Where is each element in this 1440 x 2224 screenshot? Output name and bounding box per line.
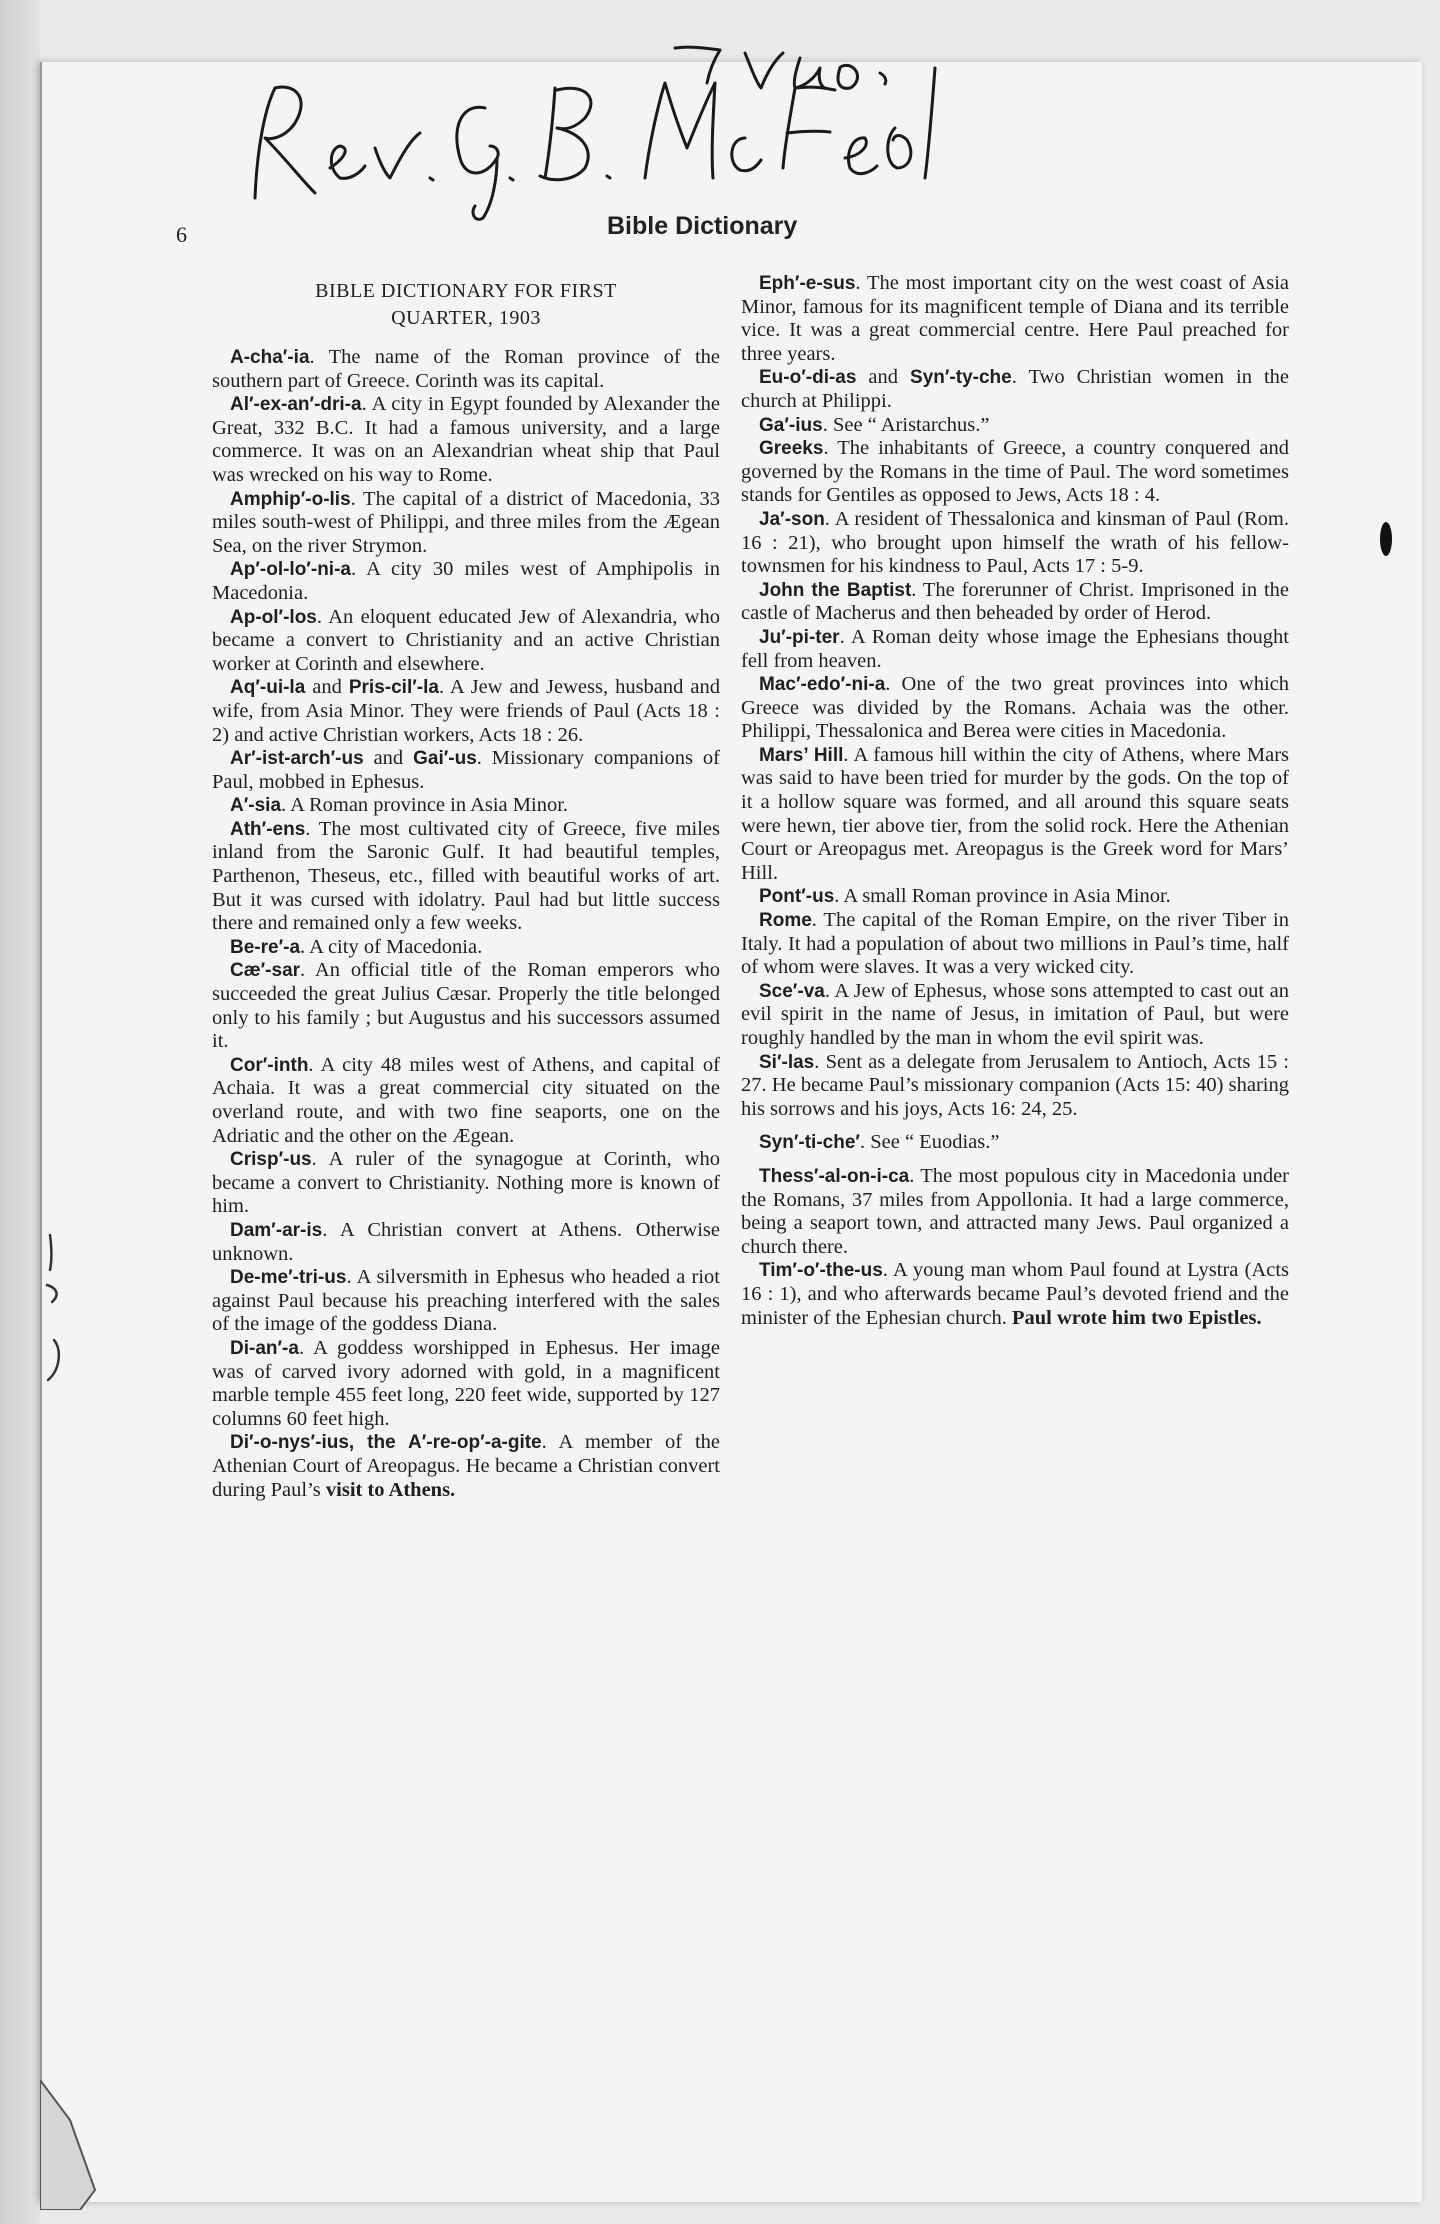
entry-definition: . The most populous city in Macedonia under the Romans, 37 miles from Appollonia. It had a large commerce, being a seaport town, and attracted many Jews. Paul organized a church there. xyxy=(741,1164,1289,1258)
entry-definition: . Missionary companions of Paul, mobbed in Ephesus. xyxy=(212,747,720,793)
entry-headword: Dam′-ar-is xyxy=(230,1219,323,1241)
entry-definition: . A young man whom Paul found at Lystra (Acts 16 : 1), and who afterwards became Paul’s devoted friend and the minister of the Ephesian church. xyxy=(741,1259,1289,1329)
entry-headword: John the Baptist xyxy=(759,579,912,601)
scan-background-edge xyxy=(0,0,40,2224)
entry-headword: Ja′-son xyxy=(759,508,825,530)
running-head: Bible Dictionary xyxy=(607,212,798,240)
dictionary-entry xyxy=(212,747,720,794)
right-column xyxy=(741,272,1289,1330)
entry-definition: . A goddess worshipped in Ephesus. Her image was of carved ivory adorned with gold, in a magnificent marble temple 455 feet long, 220 feet wide, supported by 127 columns 60 feet high. xyxy=(212,1336,720,1430)
entry-definition: . A resident of Thessalonica and kinsman of Paul (Rom. 16 : 21), who brought upon himself the wrath of his fellow-townsmen for his kindness to Paul, Acts 17 : 5-9. xyxy=(741,507,1289,578)
entry-headword: De-me′-tri-us xyxy=(230,1267,347,1289)
ink-blot-mark xyxy=(1380,522,1392,556)
dictionary-entry xyxy=(741,1131,1289,1155)
entry-headword: Ar′-ist-arch′-us xyxy=(230,748,364,770)
entry-headword: Tim′-o′-the-us xyxy=(759,1260,883,1282)
torn-corner xyxy=(40,2080,120,2210)
right-entries xyxy=(741,272,1289,1330)
entry-definition: . Sent as a delegate from Jerusalem to Antioch, Acts 15 : 27. He became Paul’s missionary companion (Acts 15: 40) sharing his sorrows and his joys, Acts 16: 24, 25. xyxy=(741,1050,1289,1120)
entry-definition: . A city in Egypt founded by Alexander the Great, 332 B.C. It had a famous university, and a large commerce. It was on an Alexandrian wheat ship that Paul was wrecked on his way to Rome. xyxy=(212,393,720,486)
entry-headword: Si′-las xyxy=(759,1051,815,1073)
page-number: 6 xyxy=(176,222,187,247)
entry-headword: Mars’ Hill xyxy=(759,744,844,766)
dictionary-entry xyxy=(741,437,1289,508)
entry-conjunction: and xyxy=(856,366,911,389)
margin-pencil-marks xyxy=(42,1230,66,1390)
entry-headword: Thess′-al-on-i-ca xyxy=(759,1165,910,1187)
entry-definition: . A Jew and Jewess, husband and wife, from Asia Minor. They were friends of Paul (Acts 18 : 2) and active Christian workers, Acts 18 : 26. xyxy=(212,676,720,746)
entry-definition: . A Christian convert at Athens. Otherwise unknown. xyxy=(212,1218,720,1265)
entry-definition: . A famous hill within the city of Athens, where Mars was said to have been tried for murder by the gods. On the top of it a hollow square was formed, and all around this square seats were hewn, tier above tier, from the solid rock. Here the Athenian Court or Areopagus met. Areopagus is the Greek word for Mars’ Hill. xyxy=(741,743,1289,884)
dictionary-entry xyxy=(212,558,720,605)
entry-definition: . An eloquent educated Jew of Alexandria, who became a convert to Christianity and an active Christian worker at Corinth and elsewhere. xyxy=(212,605,720,675)
entry-definition: . The most cultivated city of Greece, five miles inland from the Saronic Gulf. It had beautiful temples, Parthenon, Theseus, etc., filled with beautiful works of art. But it was cursed with idolatry. Paul had but little success there and remained only a few weeks. xyxy=(212,817,720,935)
entry-definition: . See “ Euodias.” xyxy=(859,1131,1000,1154)
entry-headword: Al′-ex-an′-dri-a xyxy=(230,394,362,416)
handwritten-inscription xyxy=(235,28,955,228)
entry-headword: Pont′-us xyxy=(759,886,835,908)
dictionary-entry xyxy=(741,1051,1289,1122)
entry-definition: . A Roman province in Asia Minor. xyxy=(281,794,569,817)
dictionary-entry xyxy=(212,676,720,747)
entry-headword-second: Syn′-ty-che xyxy=(910,367,1012,389)
entry-headword: Greeks xyxy=(759,438,824,460)
dictionary-entry xyxy=(212,936,720,960)
entry-headword: Ap′-ol-lo′-ni-a xyxy=(230,559,351,581)
entry-conjunction: and xyxy=(363,747,414,770)
dictionary-entry xyxy=(212,1054,720,1148)
left-entries xyxy=(212,346,720,1502)
dictionary-entry xyxy=(741,1259,1289,1330)
entry-headword: Ap-ol′-los xyxy=(230,606,317,628)
entry-headword: Ath′-ens xyxy=(230,818,306,840)
dictionary-entry xyxy=(741,744,1289,886)
left-column xyxy=(212,278,720,1502)
dictionary-entry xyxy=(212,606,720,677)
entry-headword: Rome xyxy=(759,910,812,932)
entry-headword: Amphip′-o-lis xyxy=(230,488,351,510)
entry-headword: A-cha′-ia xyxy=(230,347,310,368)
dictionary-entry xyxy=(212,488,720,559)
entry-headword: Crisp′-us xyxy=(230,1149,312,1171)
entry-definition: . A city 48 miles west of Athens, and capital of Achaia. It was a great commercial city situated on the overland route, and with two fine seaports, one on the Adriatic and the other on the Ægean. xyxy=(212,1053,720,1147)
entry-headword: Aq′-ui-la xyxy=(230,677,306,699)
entry-headword: Cor′-inth xyxy=(230,1054,309,1076)
entry-definition: . See “ Aristarchus.” xyxy=(822,413,990,436)
section-title-line-2: QUARTER, 1903 xyxy=(391,307,541,329)
entry-definition: . A small Roman province in Asia Minor. xyxy=(834,885,1171,908)
dictionary-entry xyxy=(212,959,720,1053)
entry-definition-bold: visit to Athens. xyxy=(320,1478,456,1501)
entry-headword: Mac′-edo′-ni-a xyxy=(759,674,886,696)
dictionary-entry xyxy=(741,909,1289,980)
dictionary-entry xyxy=(741,980,1289,1051)
dictionary-entry xyxy=(741,626,1289,673)
entry-definition: . A member of the Athenian Court of Areopagus. He became a Christian convert during Paul’s xyxy=(212,1431,720,1501)
entry-definition: . The name of the Roman province of the southern part of Greece. Corinth was its capital. xyxy=(212,346,720,392)
dictionary-entry xyxy=(212,818,720,936)
entry-definition: . The inhabitants of Greece, a country conquered and governed by the Romans in the time of Paul. The word sometimes stands for Gentiles as opposed to Jews, Acts 18 : 4. xyxy=(741,437,1289,507)
entry-headword-second: Gai′-us xyxy=(413,748,477,770)
dictionary-entry xyxy=(741,414,1289,438)
entry-definition: . The most important city on the west coast of Asia Minor, famous for its magnificent temple of Diana and its terrible vice. It was a great commercial centre. Here Paul preached for three years. xyxy=(741,272,1289,365)
dictionary-entry xyxy=(741,579,1289,626)
entry-headword: Di′-o-nys′-ius, the A′-re-op′-a-gite xyxy=(230,1432,542,1454)
dictionary-entry xyxy=(212,393,720,487)
entry-definition: . A Roman deity whose image the Ephesians thought fell from heaven. xyxy=(741,625,1289,672)
section-title xyxy=(212,278,720,332)
entry-definition: . The capital of the Roman Empire, on the river Tiber in Italy. It had a population of about two millions in Paul’s time, half of whom were slaves. It was a very wicked city. xyxy=(741,909,1289,979)
entry-definition: . One of the two great provinces into which Greece was divided by the Romans. Achaia was the other. Philippi, Thessalonica and Berea were cities in Macedonia. xyxy=(741,673,1289,743)
entry-headword: Ju′-pi-ter xyxy=(759,626,840,648)
entry-definition: . A ruler of the synagogue at Corinth, who became a convert to Christianity. Nothing more is known of him. xyxy=(212,1148,720,1218)
entry-definition: . Two Christian women in the church at Philippi. xyxy=(741,366,1289,412)
dictionary-entry xyxy=(741,508,1289,579)
dictionary-entry xyxy=(212,1337,720,1431)
entry-definition: . The forerunner of Christ. Imprisoned in the castle of Macherus and then beheaded by order of Herod. xyxy=(741,578,1289,625)
entry-headword: Di-an′-a xyxy=(230,1337,299,1359)
dictionary-entry xyxy=(212,1219,720,1266)
entry-definition: . A Jew of Ephesus, whose sons attempted to cast out an evil spirit in the name of Jesus, in imitation of Paul, but were roughly handled by the man in whom the evil spirit was. xyxy=(741,979,1289,1049)
entry-headword: Cæ′-sar xyxy=(230,960,301,982)
entry-headword: Eph′-e-sus xyxy=(759,273,856,294)
dictionary-entry xyxy=(741,366,1289,413)
entry-definition: . A silversmith in Ephesus who headed a riot against Paul because his preaching interfered with the sales of the image of the goddess Diana. xyxy=(212,1266,720,1336)
dictionary-entry xyxy=(212,1148,720,1219)
entry-definition-bold: Paul wrote him two Epistles. xyxy=(1006,1306,1262,1329)
entry-definition: . A city of Macedonia. xyxy=(300,935,483,958)
entry-headword-second: Pris-cil′-la xyxy=(348,677,439,699)
entry-definition: . An official title of the Roman emperors who succeeded the great Julius Cæsar. Properly the title belonged only to his family ; but Augustus and his successors assumed it. xyxy=(212,959,720,1053)
entry-headword: Ga′-ius xyxy=(759,414,823,436)
dictionary-entry xyxy=(212,346,720,393)
dictionary-entry xyxy=(741,673,1289,744)
section-title-line-1: BIBLE DICTIONARY FOR FIRST xyxy=(315,280,617,302)
entry-definition: . The capital of a district of Macedonia, 33 miles south-west of Philippi, and three miles from the Ægean Sea, on the river Strymon. xyxy=(212,487,720,557)
entry-headword: A′-sia xyxy=(230,795,282,817)
dictionary-entry xyxy=(212,1266,720,1337)
entry-headword: Eu-o′-di-as xyxy=(759,367,857,389)
entry-conjunction: and xyxy=(305,676,349,699)
dictionary-entry xyxy=(741,272,1289,366)
dictionary-entry xyxy=(212,794,720,818)
entry-headword: Be-re′-a xyxy=(230,936,301,958)
entry-definition: . A city 30 miles west of Amphipolis in Macedonia. xyxy=(212,558,720,604)
dictionary-entry xyxy=(741,885,1289,909)
entry-headword: Sce′-va xyxy=(759,980,825,1002)
entry-headword: Syn′-ti-che′ xyxy=(759,1132,860,1154)
dictionary-entry xyxy=(212,1431,720,1502)
dictionary-entry xyxy=(741,1165,1289,1259)
